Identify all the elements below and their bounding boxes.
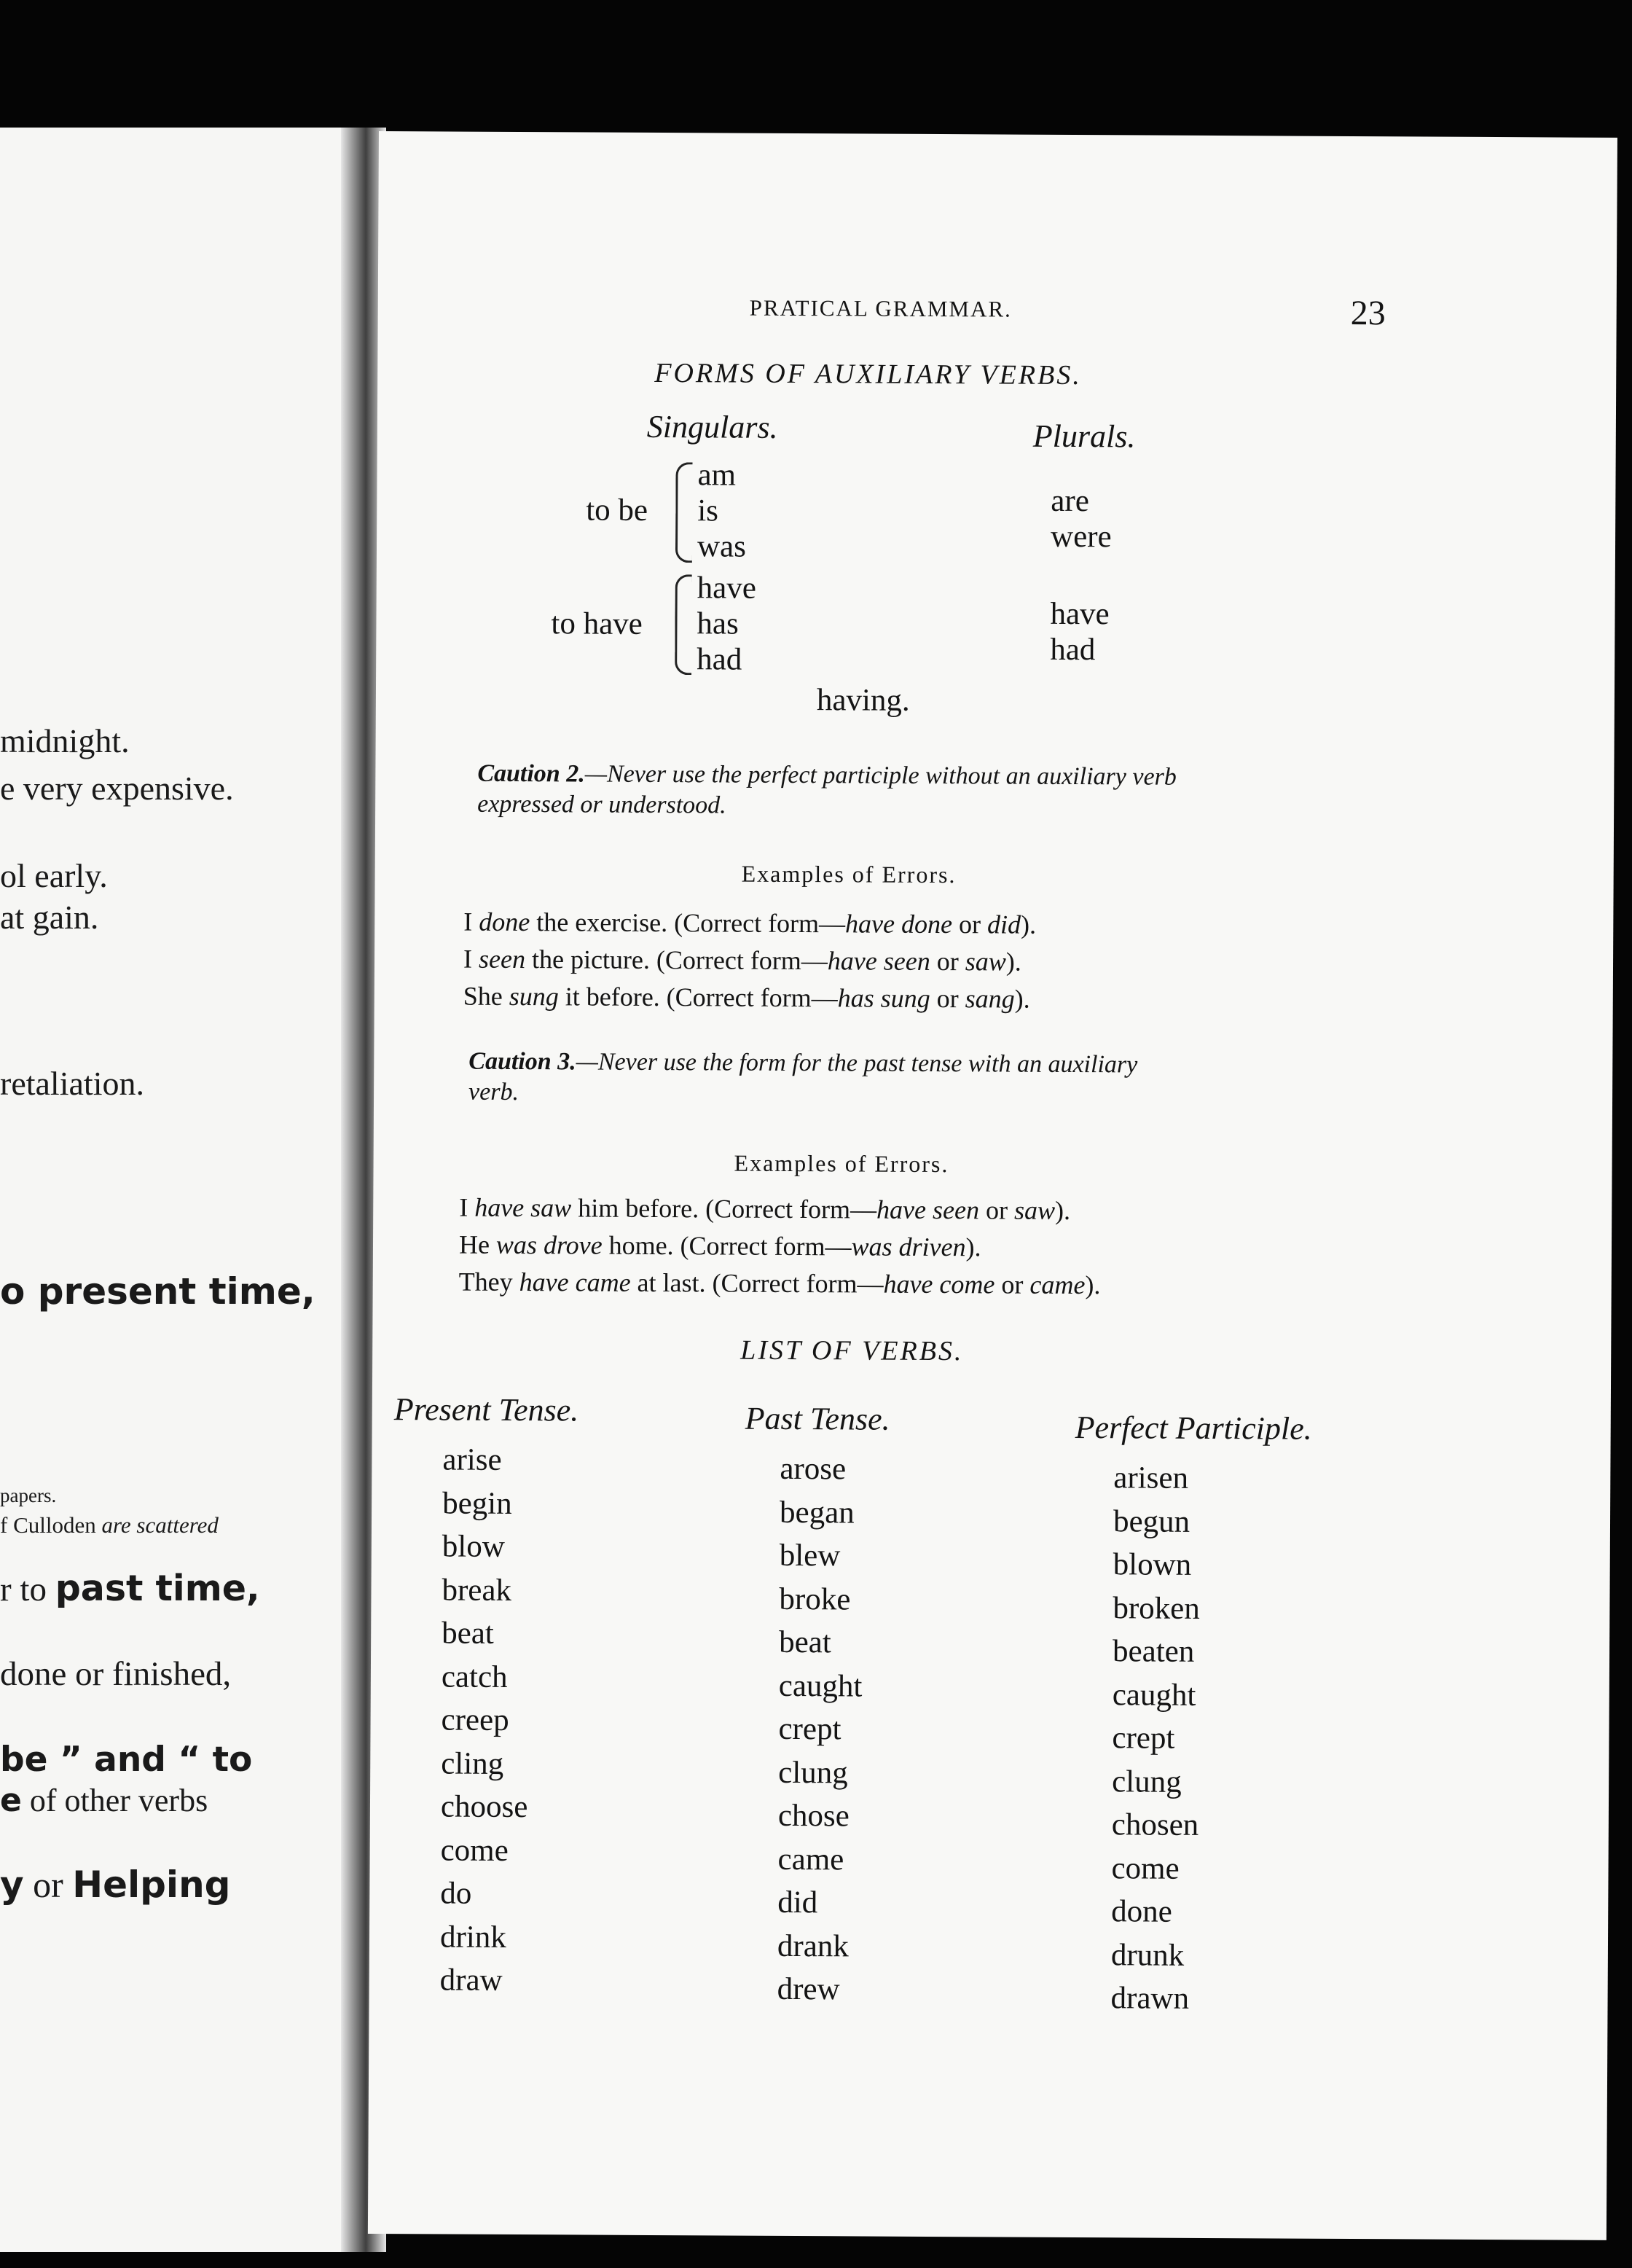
ex-correct: came <box>1029 1270 1086 1300</box>
past-verb: caught <box>778 1668 863 1704</box>
left-fragment-part: of other verbs <box>21 1783 208 1818</box>
to-have-plural-list <box>1050 596 1110 668</box>
present-verb: blow <box>442 1529 505 1564</box>
left-fragment: ol early. <box>0 857 108 894</box>
ex-text: at last. (Correct form— <box>630 1267 884 1299</box>
past-verb: came <box>777 1842 844 1877</box>
error-example <box>459 1192 1101 1233</box>
ex-text: ). <box>1054 1195 1071 1225</box>
caution-3-line <box>468 1047 1137 1081</box>
past-tense-heading: Past Tense. <box>745 1400 890 1437</box>
caution-2-label: Caution 2. <box>477 759 585 788</box>
past-verb: drew <box>777 1971 840 2007</box>
to-be-singular: am <box>697 458 737 493</box>
left-fragment-bold: past time, <box>55 1568 260 1609</box>
perfect-verb: clung <box>1112 1764 1182 1799</box>
caution-2-line: expressed or understood. <box>477 790 726 819</box>
ex-correct: saw <box>1013 1195 1056 1225</box>
present-verb: arise <box>442 1442 502 1477</box>
ex-text: or <box>994 1270 1030 1299</box>
ex-correct: have done <box>845 909 953 939</box>
to-have-singular: has <box>697 606 739 641</box>
past-verb: crept <box>778 1711 842 1747</box>
to-be-plural: are <box>1051 483 1089 519</box>
present-verb: catch <box>441 1659 508 1694</box>
perfect-participle-heading: Perfect Participle. <box>1075 1409 1312 1447</box>
perfect-verb: broken <box>1113 1590 1200 1626</box>
past-verb: chose <box>777 1798 850 1834</box>
error-example <box>463 981 1036 1021</box>
perfect-verb: drawn <box>1110 1981 1190 2016</box>
left-fragment-part: or <box>23 1864 73 1905</box>
left-fragment <box>0 1864 230 1906</box>
past-verb: broke <box>779 1581 851 1616</box>
error-example <box>463 944 1036 984</box>
to-have-singular: have <box>697 571 757 606</box>
caution-3-label: Caution 3. <box>468 1047 576 1076</box>
present-tense-column <box>440 1438 530 2002</box>
page-23 <box>368 131 1617 2240</box>
past-verb: beat <box>779 1624 831 1660</box>
ex-text: ). <box>1085 1270 1101 1300</box>
left-fragment-bold: e <box>0 1782 22 1819</box>
to-have-singular: had <box>697 642 742 677</box>
error-example-list <box>463 907 1037 1021</box>
perfect-verb: caught <box>1112 1677 1196 1713</box>
ex-text: it before. (Correct form— <box>558 982 838 1013</box>
ex-error: seen <box>478 944 526 974</box>
left-fragment: o present time, <box>0 1270 315 1313</box>
perfect-verb: chosen <box>1111 1807 1199 1842</box>
ex-text: or <box>930 983 965 1014</box>
past-verb: began <box>779 1495 855 1530</box>
ex-text: or <box>930 946 965 977</box>
left-fragment: be ” and “ to <box>0 1740 253 1780</box>
past-verb: arose <box>780 1451 847 1487</box>
left-fragment <box>0 1568 260 1609</box>
present-verb: break <box>442 1572 512 1608</box>
present-verb: drink <box>439 1919 506 1955</box>
present-verb: beat <box>442 1616 494 1651</box>
to-be-singular: is <box>697 493 719 528</box>
ex-text: the picture. (Correct form— <box>525 945 828 976</box>
perfect-verb: blown <box>1113 1547 1192 1582</box>
plurals-heading: Plurals. <box>1032 418 1136 455</box>
ex-correct: saw <box>965 947 1006 977</box>
caution-2 <box>477 759 1177 824</box>
to-be-plural: were <box>1050 519 1112 555</box>
left-fragment <box>0 1782 208 1819</box>
past-verb: blew <box>779 1538 841 1573</box>
perfect-verb: begun <box>1113 1503 1190 1539</box>
verbs-title: LIST OF VERBS. <box>740 1334 964 1367</box>
left-fragment-bold: Helping <box>72 1864 231 1906</box>
ex-text: I <box>463 907 479 936</box>
present-verb: choose <box>440 1789 528 1825</box>
ex-error: sung <box>509 981 559 1012</box>
ex-correct: sang <box>965 984 1015 1014</box>
page-number: 23 <box>1350 293 1386 333</box>
error-example <box>463 907 1036 947</box>
caution-2-line <box>477 759 1177 793</box>
to-be-singular-list <box>697 457 747 564</box>
present-verb: cling <box>441 1745 504 1781</box>
to-be-brace <box>675 462 693 563</box>
perfect-verb: arisen <box>1113 1460 1189 1495</box>
to-be-plural-list <box>1051 483 1112 555</box>
errors-heading: Examples of Errors. <box>734 1149 949 1178</box>
present-verb: come <box>440 1832 509 1868</box>
to-be-label: to be <box>586 493 648 528</box>
perfect-verb: beaten <box>1112 1634 1195 1669</box>
ex-correct: have seen <box>876 1194 980 1225</box>
running-head: PRATICAL GRAMMAR. <box>749 294 1012 322</box>
perfect-verb: done <box>1111 1894 1172 1929</box>
present-verb: creep <box>441 1702 509 1737</box>
present-verb: do <box>440 1876 472 1911</box>
perfect-participle-column <box>1110 1456 1200 2020</box>
left-fragment <box>0 1512 219 1538</box>
caution-3-text: —Never use the form for the past tense with an auxiliary <box>576 1048 1138 1079</box>
left-fragment: e very expensive. <box>0 770 234 807</box>
left-fragment-italic: are scattered <box>101 1512 219 1538</box>
ex-text: the exercise. (Correct form— <box>530 907 846 939</box>
error-example-list <box>459 1192 1101 1307</box>
ex-error: have saw <box>474 1192 572 1223</box>
to-be-singular: was <box>697 529 747 564</box>
caution-2-text: —Never use the perfect participle without an auxiliary verb <box>584 760 1177 791</box>
ex-error: have came <box>519 1267 631 1297</box>
ex-correct: was driven <box>851 1232 966 1262</box>
present-verb: draw <box>439 1963 503 1998</box>
singulars-heading: Singulars. <box>646 408 778 445</box>
present-tense-heading: Present Tense. <box>393 1391 579 1428</box>
present-verb: begin <box>442 1485 512 1521</box>
ex-correct: have seen <box>827 946 930 976</box>
ex-correct: has sung <box>837 983 930 1013</box>
left-fragment: done or finished, <box>0 1655 232 1693</box>
past-verb: clung <box>778 1755 848 1790</box>
left-fragment-part: f Culloden <box>0 1512 102 1538</box>
to-have-label: to have <box>551 606 643 641</box>
ex-text: or <box>978 1195 1015 1225</box>
left-fragment: papers. <box>0 1485 57 1506</box>
ex-correct: have come <box>883 1269 995 1299</box>
ex-text: or <box>952 910 988 939</box>
to-have-singular-list <box>697 570 756 677</box>
to-have-plural: have <box>1050 596 1110 632</box>
present-participle: having. <box>816 683 910 718</box>
left-fragment-bold: y <box>0 1864 24 1906</box>
ex-text: ). <box>1014 984 1030 1014</box>
left-fragment: retaliation. <box>0 1065 144 1102</box>
left-fragment-part: r to <box>0 1571 55 1608</box>
ex-text: He <box>458 1229 497 1259</box>
caution-3 <box>468 1047 1137 1111</box>
past-verb: did <box>777 1885 818 1920</box>
left-fragment: at gain. <box>0 899 99 936</box>
error-example <box>459 1229 1101 1270</box>
ex-correct: did <box>986 910 1021 939</box>
error-example <box>459 1267 1101 1307</box>
ex-error: done <box>479 907 530 937</box>
ex-text: She <box>463 981 509 1011</box>
ex-error: was drove <box>495 1229 603 1260</box>
past-verb: drank <box>777 1928 849 1963</box>
to-have-plural: had <box>1050 632 1096 668</box>
ex-text: I <box>459 1192 475 1222</box>
left-fragment: midnight. <box>0 722 130 759</box>
past-tense-column <box>777 1447 864 2011</box>
errors-heading: Examples of Errors. <box>741 860 957 888</box>
ex-text: ). <box>1020 910 1037 939</box>
forms-title: FORMS OF AUXILIARY VERBS. <box>654 357 1082 391</box>
caution-3-line: verb. <box>468 1078 519 1106</box>
ex-text: him before. (Correct form— <box>571 1193 877 1224</box>
perfect-verb: drunk <box>1110 1937 1185 1973</box>
ex-text: home. (Correct form— <box>602 1230 852 1262</box>
ex-text: ). <box>965 1232 981 1262</box>
left-facing-page <box>0 128 350 2252</box>
ex-text: ). <box>1005 947 1021 977</box>
to-have-brace <box>675 574 692 675</box>
ex-text: I <box>463 944 479 974</box>
perfect-verb: crept <box>1112 1721 1175 1756</box>
ex-text: They <box>458 1267 519 1297</box>
perfect-verb: come <box>1111 1850 1180 1886</box>
